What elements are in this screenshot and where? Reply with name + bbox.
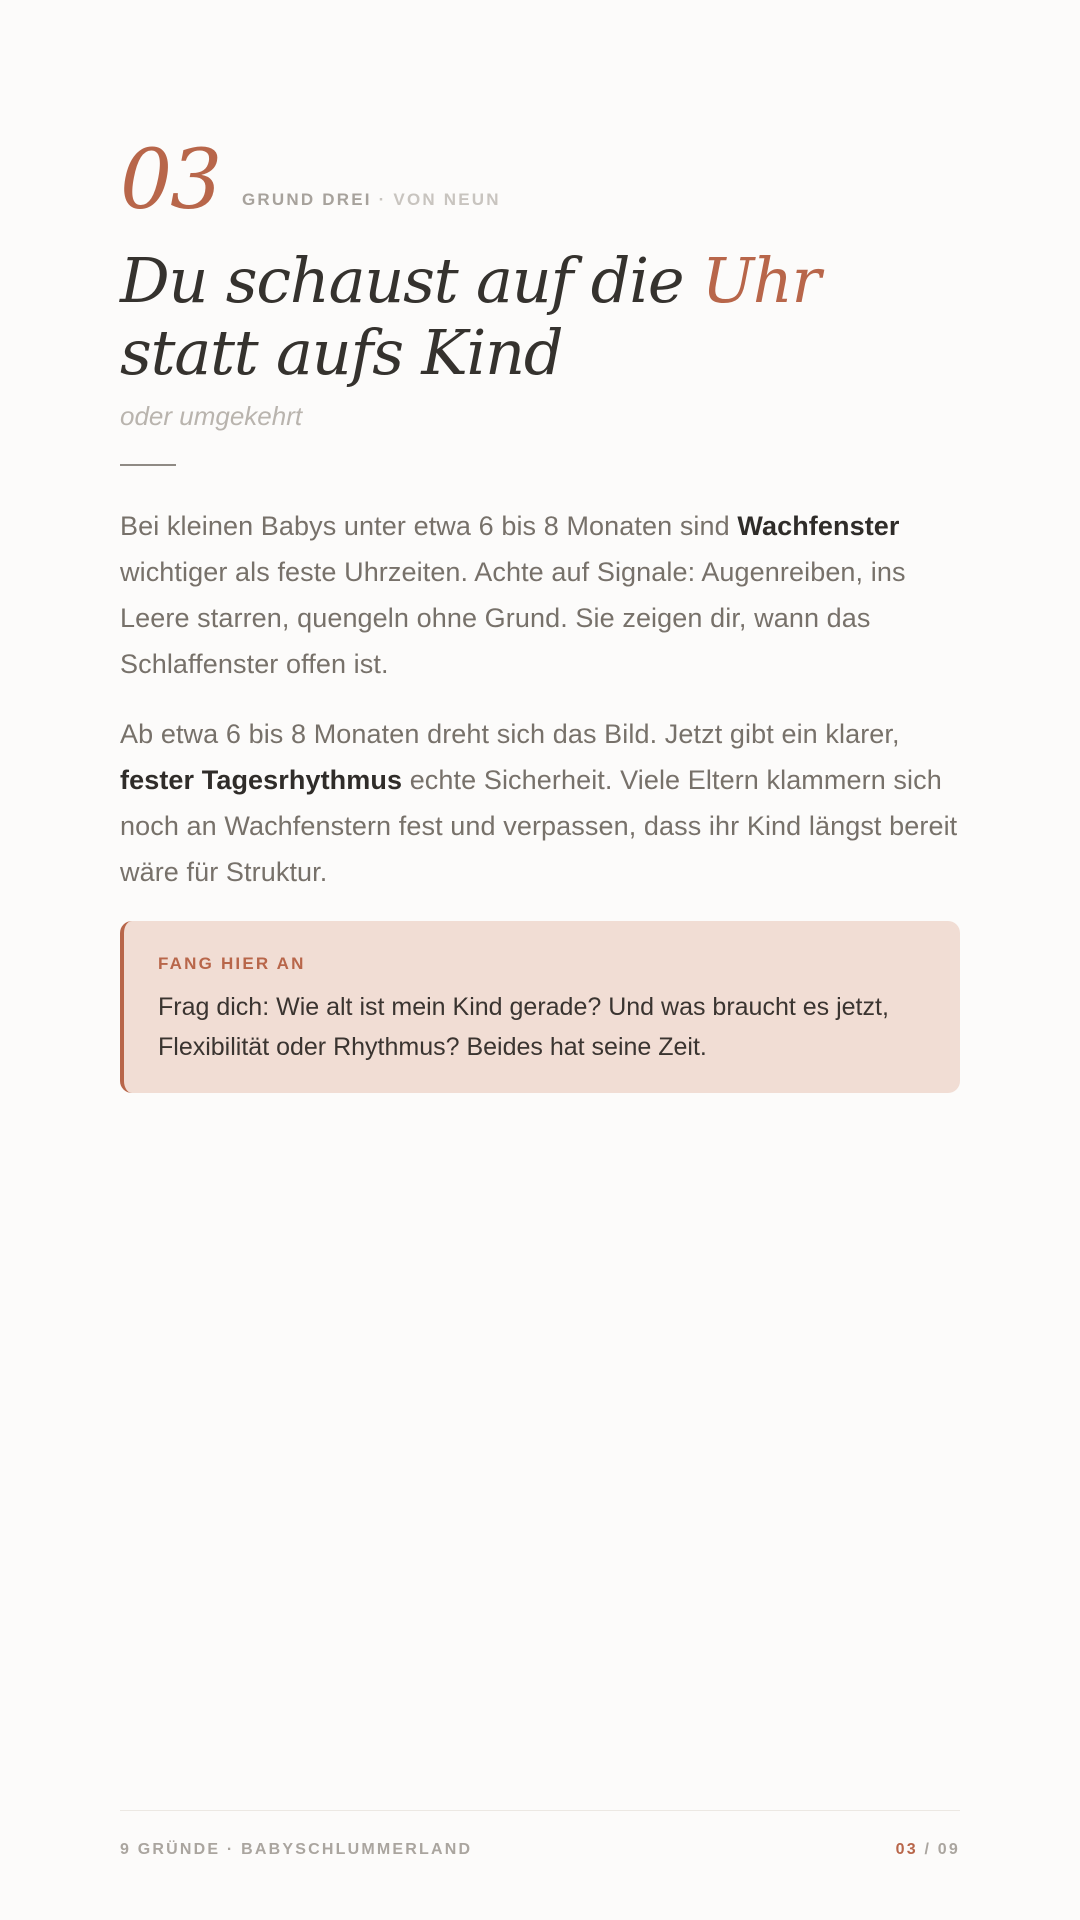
page-indicator [896,1841,960,1859]
title-after: statt aufs Kind [120,316,563,389]
kicker-primary: GRUND DREI [242,190,372,209]
page-total: 09 [937,1841,960,1858]
footer-brand: 9 GRÜNDE · BABYSCHLUMMERLAND [120,1841,473,1858]
callout-label: FANG HIER AN [158,954,306,973]
kicker-separator: · [378,190,387,209]
paragraph-2-before: Ab etwa 6 bis 8 Monaten dreht sich das Bild. Jetzt gibt ein klarer, [120,719,900,749]
start-here-callout [120,921,960,1093]
page-subtitle: oder umgekehrt [120,401,303,431]
section-kicker [242,190,501,210]
page-current: 03 [895,1841,918,1858]
paragraph-1 [120,503,960,687]
paragraph-2-after: echte Sicherheit. Viele Eltern klammern sich noch an Wachfenstern fest und verpassen, dass ihr Kind längst bereit wäre für Struktur. [120,765,958,887]
kicker-secondary: VON NEUN [393,190,501,209]
paragraph-2-keyword: fester Tagesrhythmus [120,765,403,795]
reason-page [120,0,960,1920]
paragraph-1-after: wichtiger als feste Uhrzeiten. Achte auf Signale: Augenreiben, ins Leere starren, quengeln ohne Grund. Sie zeigen dir, wann das Schlaffenster offen ist. [120,557,906,679]
paragraph-1-keyword: Wachfenster [737,511,900,541]
footer-divider [120,1810,960,1811]
callout-text: Frag dich: Wie alt ist mein Kind gerade? Und was braucht es jetzt, Flexibilität oder Rhythmus? Beides hat seine Zeit. [158,993,889,1061]
title-before: Du schaust auf die [120,244,702,317]
section-number: 03 [120,133,221,228]
paragraph-1-before: Bei kleinen Babys unter etwa 6 bis 8 Monaten sind [120,511,738,541]
paragraph-2 [120,711,960,895]
page-title [120,245,960,389]
title-divider [120,464,176,466]
section-header [120,133,960,230]
article-body [120,503,960,919]
page-separator: / [917,1841,938,1858]
title-accent: Uhr [701,244,821,317]
